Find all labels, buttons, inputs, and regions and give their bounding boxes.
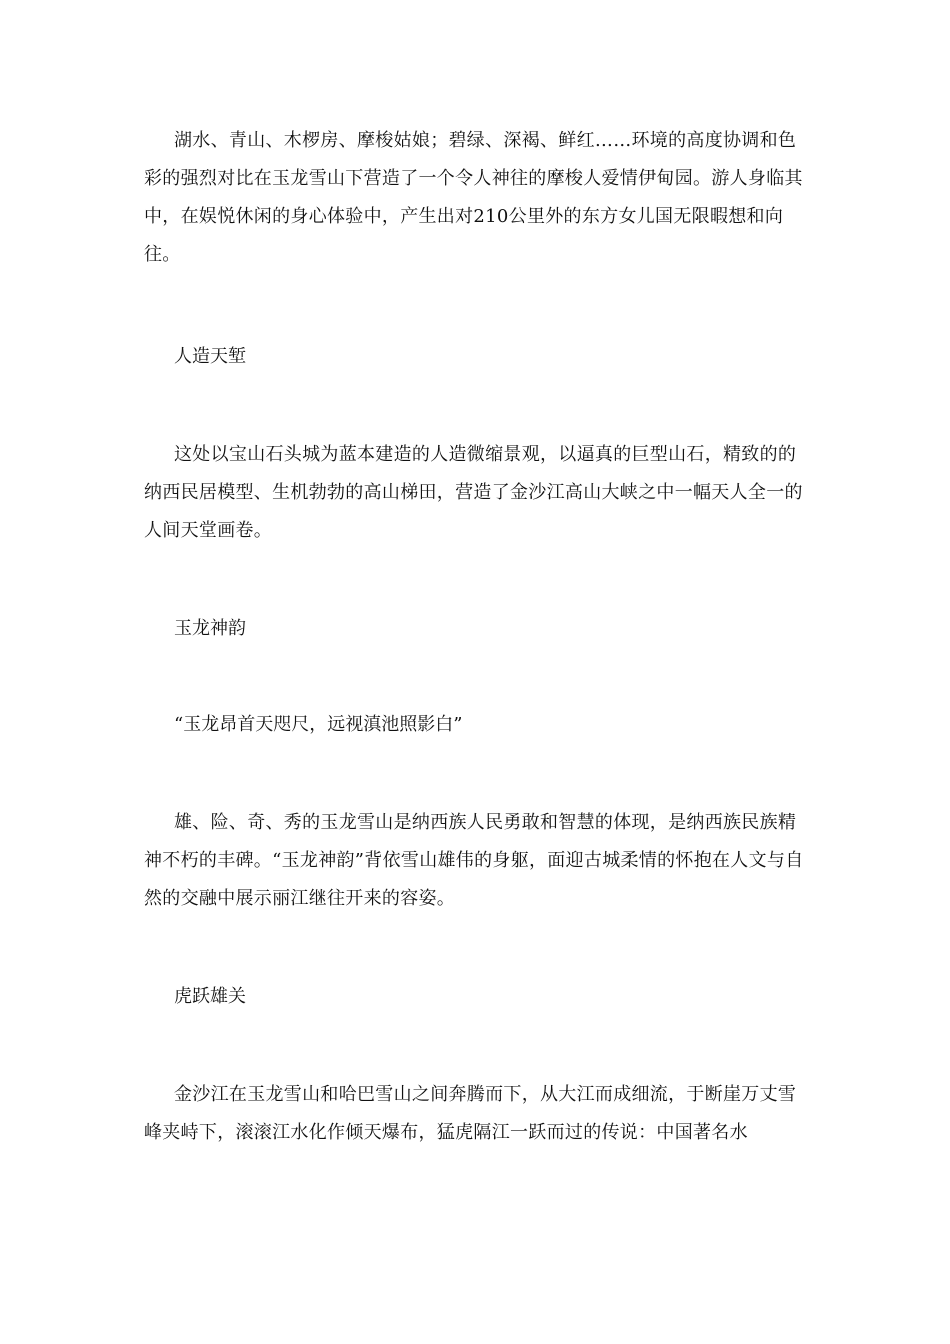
- quote-line: “玉龙昂首天咫尺，远视滇池照影白”: [174, 714, 463, 735]
- document-body: [144, 122, 808, 1152]
- paragraph-gap: [144, 1016, 808, 1076]
- paragraph-gap: [144, 648, 808, 706]
- paragraph-huyue-xiongguan: 金沙江在玉龙雪山和哈巴雪山之间奔腾而下，从大江而成细流，于断崖万丈雪峰夹峙下，滚滚江水化作倾天爆布，猛虎隔江一跃而过的传说：中国著名水: [144, 1084, 797, 1143]
- paragraph-renzao-tianqian: 这处以宝山石头城为蓝本建造的人造微缩景观，以逼真的巨型山石，精致的的纳西民居模型、生机勃勃的高山梯田，营造了金沙江高山大峡之中一幅天人全一的人间天堂画卷。: [144, 444, 803, 541]
- section-heading-renzao-tianqian: 人造天堑: [174, 346, 246, 367]
- paragraph-gap: [144, 918, 808, 978]
- paragraph-gap: [144, 376, 808, 436]
- paragraph-gap: [144, 550, 808, 610]
- paragraph-gap: [144, 744, 808, 804]
- section-heading-yulong-shenyun: 玉龙神韵: [174, 618, 246, 639]
- paragraph-intro: 湖水、青山、木椤房、摩梭姑娘；碧绿、深褐、鲜红……环境的高度协调和色彩的强烈对比在玉龙雪山下营造了一个令人神往的摩梭人爱情伊甸园。游人身临其中，在娱悦休闲的身心体验中，产生出对210公里外的东方女儿国无限暇想和向往。: [144, 130, 803, 265]
- section-heading-huyue-xiongguan: 虎跃雄关: [174, 986, 246, 1007]
- paragraph-yulong-shenyun: 雄、险、奇、秀的玉龙雪山是纳西族人民勇敢和智慧的体现，是纳西族民族精神不朽的丰碑。“玉龙神韵”背依雪山雄伟的身躯，面迎古城柔情的怀抱在人文与自然的交融中展示丽江继往开来的容姿。: [144, 812, 804, 909]
- paragraph-gap: [144, 274, 808, 338]
